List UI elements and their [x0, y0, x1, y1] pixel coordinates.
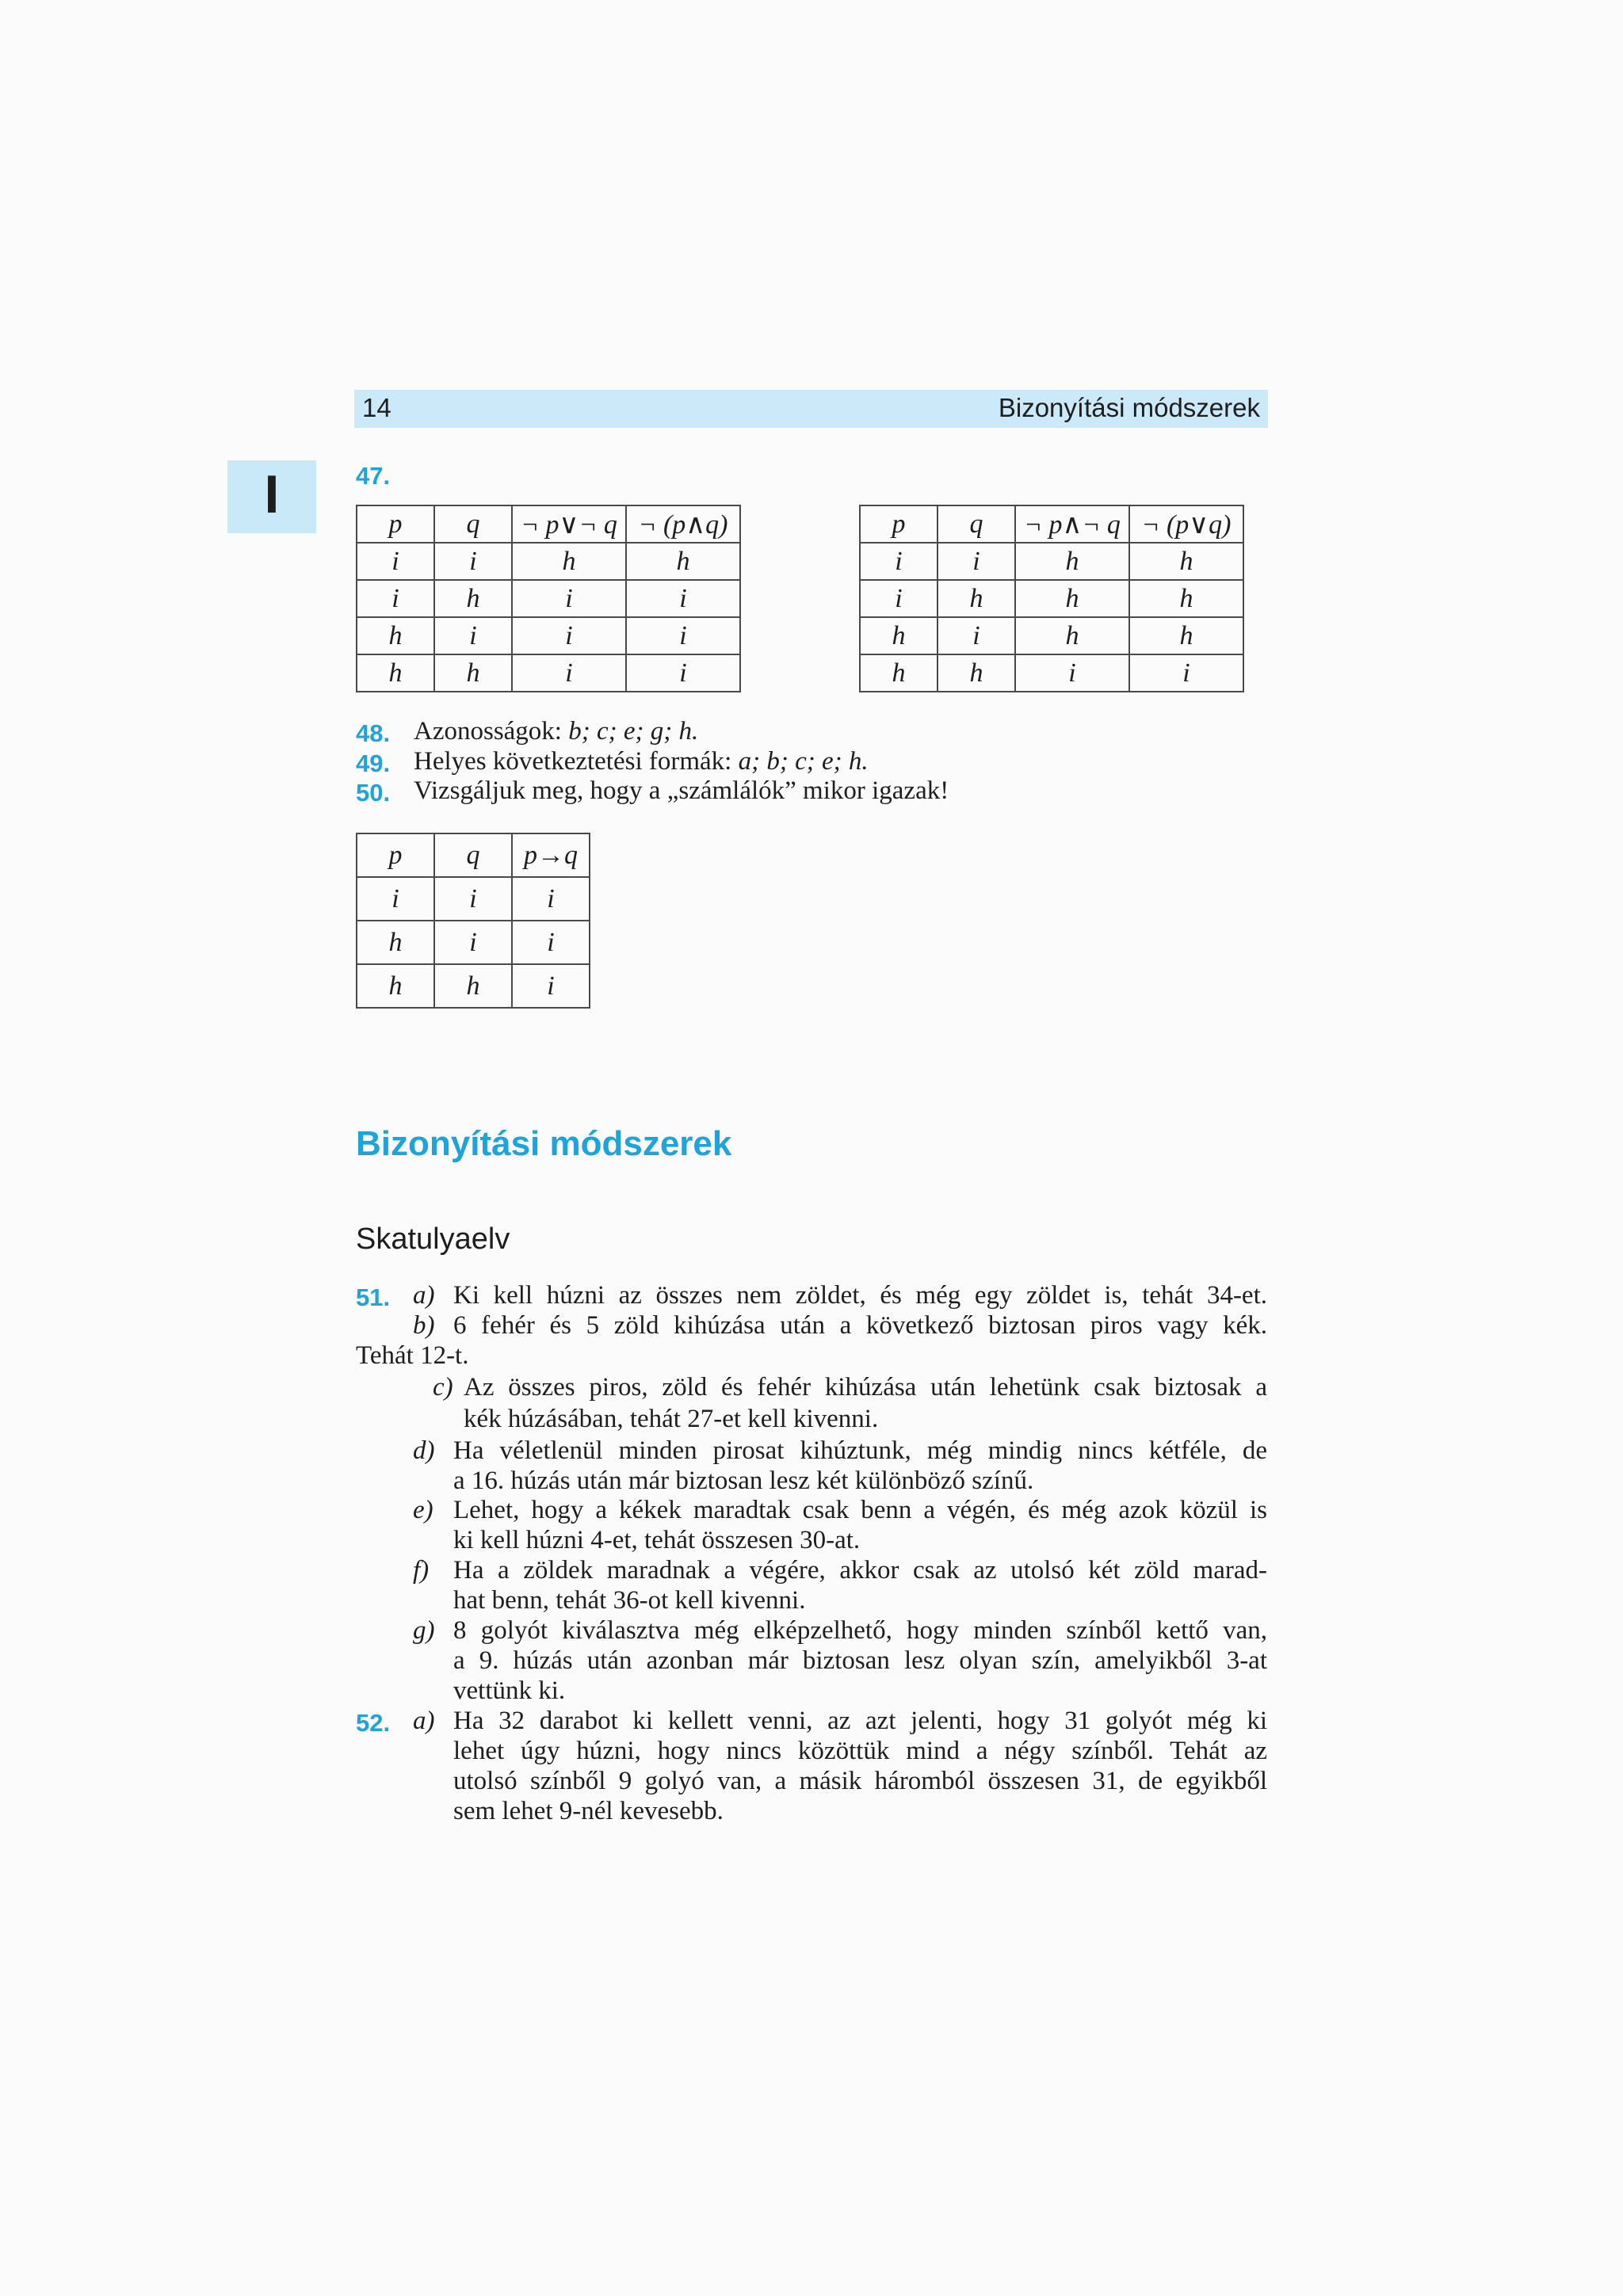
truth-table-50 — [356, 833, 590, 1009]
table-cell: i — [357, 543, 434, 580]
chapter-tab-label: I — [264, 464, 280, 524]
table-cell: h — [860, 617, 938, 654]
table-row — [860, 617, 1243, 654]
section-title: Bizonyítási módszerek — [356, 1124, 732, 1163]
table-cell: h — [626, 543, 740, 580]
item-52a-line3: utolsó színből 9 golyó van, a másik háromból összesen 31, de egyikből — [453, 1767, 1267, 1795]
table-header-cell: q — [434, 833, 512, 877]
table-cell: h — [1129, 617, 1243, 654]
truth-table-47-right — [859, 505, 1244, 692]
table-row — [357, 877, 590, 921]
table-header-cell: p — [860, 505, 938, 543]
table-cell: i — [357, 877, 434, 921]
item-51e-line1: Lehet, hogy a kékek maradtak csak benn a végén, és még azok közül is — [453, 1496, 1267, 1524]
table-cell: i — [357, 580, 434, 617]
table-row — [860, 543, 1243, 580]
running-title: Bizonyítási módszerek — [998, 393, 1260, 422]
table-cell: i — [434, 617, 512, 654]
item-51g-line1: 8 golyót kiválasztva még elképzelhető, hogy minden színből kettő van, — [453, 1616, 1267, 1645]
table-cell: h — [1015, 580, 1129, 617]
item-51f-line1: Ha a zöldek maradnak a végére, akkor csak az utolsó két zöld marad- — [453, 1556, 1267, 1585]
item-label-51f: f) — [413, 1556, 430, 1585]
table-header-cell: ¬ (p∨q) — [1129, 505, 1243, 543]
table-header-cell: p — [357, 505, 434, 543]
exercise-number-50: 50. — [356, 779, 391, 807]
item-51d-line2: a 16. húzás után már biztosan lesz két különböző színű. — [453, 1466, 1034, 1495]
exercise-48-answer: b; c; e; g; h. — [568, 717, 699, 746]
table-row — [860, 580, 1243, 617]
item-51b-line2: Tehát 12-t. — [356, 1341, 469, 1370]
exercise-number-49: 49. — [356, 749, 391, 777]
table-header-cell: q — [434, 505, 512, 543]
table-cell: i — [1015, 654, 1129, 692]
subsection-title: Skatulyaelv — [356, 1222, 510, 1256]
item-51f-line2: hat benn, tehát 36-ot kell kivenni. — [453, 1586, 806, 1615]
table-row — [357, 654, 740, 692]
table-row — [357, 543, 740, 580]
exercise-50-text: Vizsgáljuk meg, hogy a „számlálók” mikor igazak! — [414, 776, 949, 805]
table-cell: h — [357, 921, 434, 964]
exercise-49-text — [414, 747, 869, 776]
table-row — [357, 964, 590, 1008]
table-cell: i — [626, 580, 740, 617]
item-label-51g: g) — [413, 1616, 435, 1645]
table-cell: i — [1129, 654, 1243, 692]
chapter-tab — [227, 460, 316, 533]
table-cell: h — [357, 964, 434, 1008]
table-cell: h — [938, 580, 1015, 617]
item-label-52a: a) — [413, 1707, 435, 1735]
table-header-cell: q — [938, 505, 1015, 543]
table-cell: i — [860, 580, 938, 617]
table-cell: i — [512, 580, 626, 617]
table-cell: i — [512, 921, 590, 964]
item-label-51b: b) — [413, 1311, 435, 1340]
table-cell: i — [434, 543, 512, 580]
table-cell: i — [938, 543, 1015, 580]
table-cell: h — [434, 654, 512, 692]
item-51a-line1: Ki kell húzni az összes nem zöldet, és még egy zöldet is, tehát 34-et. — [453, 1281, 1267, 1310]
table-row — [357, 921, 590, 964]
item-52a-line2: lehet úgy húzni, hogy nincs közöttük mind a négy színből. Tehát az — [453, 1737, 1267, 1765]
table-cell: i — [512, 964, 590, 1008]
table-header-cell: p→q — [512, 833, 590, 877]
table-cell: i — [512, 654, 626, 692]
table-header-row — [860, 505, 1243, 543]
table-row — [357, 617, 740, 654]
item-51g-line2: a 9. húzás után azonban már biztosan lesz olyan szín, amelyikből 3-at — [453, 1646, 1267, 1675]
item-label-51c: c) — [433, 1373, 453, 1402]
item-51b-line1: 6 fehér és 5 zöld kihúzása után a következő biztosan piros vagy kék. — [453, 1311, 1267, 1340]
exercise-48-label: Azonosságok: — [414, 717, 562, 746]
exercise-48-text — [414, 717, 698, 746]
table-row — [357, 580, 740, 617]
item-51e-line2: ki kell húzni 4-et, tehát összesen 30-at. — [453, 1526, 861, 1554]
exercise-number-47: 47. — [356, 462, 391, 490]
item-label-51e: e) — [413, 1496, 433, 1524]
table-cell: h — [1015, 543, 1129, 580]
table-cell: h — [357, 617, 434, 654]
running-header — [354, 390, 1268, 428]
table-header-row — [357, 505, 740, 543]
item-51g-line3: vettünk ki. — [453, 1676, 566, 1705]
exercise-number-52: 52. — [356, 1709, 391, 1737]
table-cell: i — [434, 921, 512, 964]
table-cell: i — [434, 877, 512, 921]
item-52a-line1: Ha 32 darabot ki kellett venni, az azt jelenti, hogy 31 golyót még ki — [453, 1707, 1267, 1735]
item-52a-line4: sem lehet 9-nél kevesebb. — [453, 1797, 724, 1825]
table-cell: i — [626, 654, 740, 692]
table-row — [860, 654, 1243, 692]
table-cell: h — [1129, 580, 1243, 617]
table-header-cell: ¬ (p∧q) — [626, 505, 740, 543]
item-label-51a: a) — [413, 1281, 435, 1310]
table-cell: i — [512, 877, 590, 921]
item-51c-line1: Az összes piros, zöld és fehér kihúzása után lehetünk csak biztosak a — [464, 1373, 1267, 1402]
table-cell: h — [1015, 617, 1129, 654]
item-label-51d: d) — [413, 1436, 435, 1465]
table-cell: h — [938, 654, 1015, 692]
table-cell: h — [434, 580, 512, 617]
table-cell: h — [512, 543, 626, 580]
table-cell: i — [626, 617, 740, 654]
exercise-49-label: Helyes következtetési formák: — [414, 747, 732, 776]
table-cell: i — [938, 617, 1015, 654]
table-cell: h — [357, 654, 434, 692]
table-header-cell: ¬ p∨¬ q — [512, 505, 626, 543]
table-cell: h — [860, 654, 938, 692]
exercise-number-51: 51. — [356, 1283, 391, 1311]
page-number: 14 — [362, 393, 391, 422]
table-cell: i — [512, 617, 626, 654]
table-cell: h — [1129, 543, 1243, 580]
exercise-49-answer: a; b; c; e; h. — [738, 747, 869, 776]
table-header-cell: p — [357, 833, 434, 877]
table-cell: h — [434, 964, 512, 1008]
truth-table-47-left — [356, 505, 741, 692]
table-header-cell: ¬ p∧¬ q — [1015, 505, 1129, 543]
item-51d-line1: Ha véletlenül minden pirosat kihúztunk, még mindig nincs kétféle, de — [453, 1436, 1267, 1465]
table-cell: i — [860, 543, 938, 580]
exercise-number-48: 48. — [356, 719, 391, 747]
table-header-row — [357, 833, 590, 877]
item-51c-line2: kék húzásában, tehát 27-et kell kivenni. — [464, 1405, 879, 1433]
